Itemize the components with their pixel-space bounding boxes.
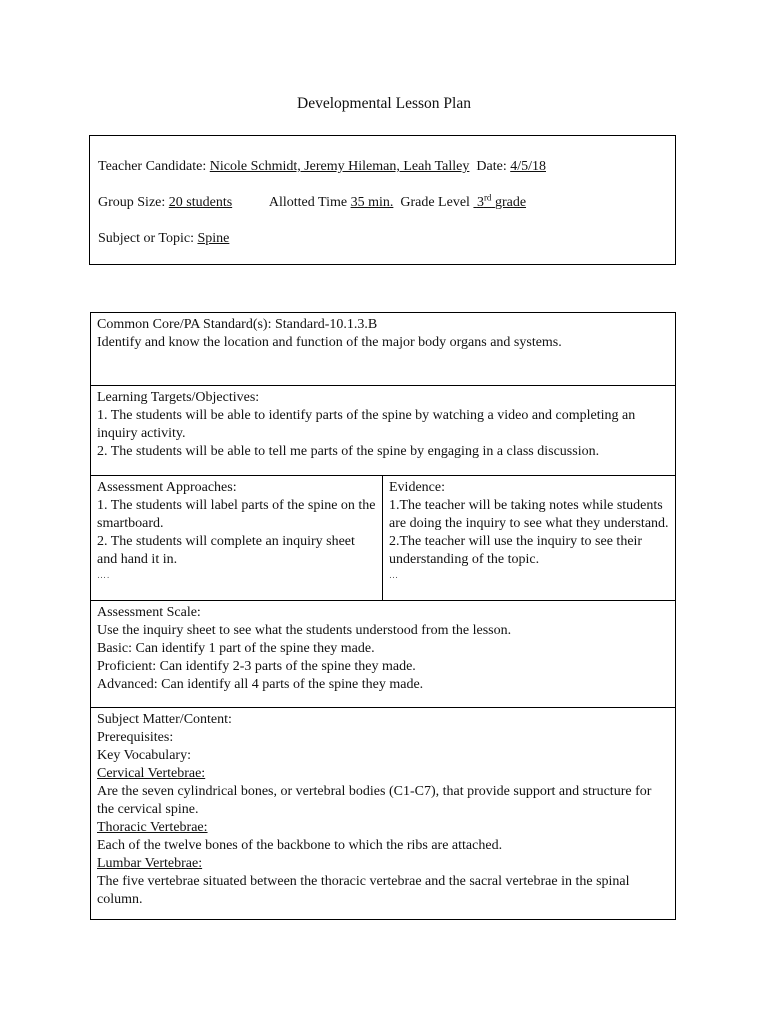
standards-cell	[91, 313, 675, 385]
scale-advanced: Advanced: Can identify all 4 parts of the spine they made.	[97, 677, 424, 692]
scale-cell	[91, 601, 675, 707]
thoracic-term: Thoracic Vertebrae:	[97, 820, 208, 835]
teacher-value: Nicole Schmidt, Jeremy Hileman, Leah Talley	[209, 159, 470, 174]
scale-proficient: Proficient: Can identify 2-3 parts of the spine they made.	[97, 659, 416, 674]
subject-line	[98, 230, 229, 248]
lumbar-term: Lumbar Vertebrae:	[97, 856, 203, 871]
objective-item-1: 1. The students will be able to identify parts of the spine by watching a video and completing an inquiry activity.	[97, 408, 636, 441]
grade-label: Grade Level	[400, 195, 470, 210]
standards-heading: Common Core/PA Standard(s): Standard-10.1.3.B	[97, 317, 378, 332]
scale-basic: Basic: Can identify 1 part of the spine they made.	[97, 641, 375, 656]
cervical-term: Cervical Vertebrae:	[97, 766, 206, 781]
group-value: 20 students	[168, 195, 233, 210]
thoracic-definition: Each of the twelve bones of the backbone to which the ribs are attached.	[97, 838, 503, 853]
evidence-cell	[383, 476, 675, 600]
teacher-line	[98, 158, 546, 176]
document-title: Developmental Lesson Plan	[297, 95, 471, 112]
content-cell	[91, 708, 675, 919]
lesson-info-box	[89, 135, 676, 265]
grade-value	[473, 192, 527, 210]
scale-heading: Assessment Scale:	[97, 605, 201, 620]
objective-item-2: 2. The students will be able to tell me parts of the spine by engaging in a class discussion.	[97, 444, 600, 459]
assessment-approaches-cell	[91, 476, 383, 600]
evidence-item-1: 1.The teacher will be taking notes while students are doing the inquiry to see what they understand.	[389, 498, 669, 531]
grade-number: 3	[476, 195, 484, 210]
date-value: 4/5/18	[510, 159, 546, 174]
subject-value: Spine	[197, 231, 230, 246]
scale-intro: Use the inquiry sheet to see what the students understood from the lesson.	[97, 623, 512, 638]
prerequisites-label: Prerequisites:	[97, 730, 174, 745]
group-line	[98, 194, 526, 212]
standards-row	[91, 313, 675, 386]
assessment-item-1: 1. The students will label parts of the spine on the smartboard.	[97, 498, 376, 531]
assessment-ellipsis: ….	[97, 570, 111, 580]
objectives-cell	[91, 386, 675, 475]
assessment-heading: Assessment Approaches:	[97, 480, 237, 495]
lesson-plan-table	[90, 312, 676, 920]
date-label: Date:	[476, 159, 507, 174]
objectives-row	[91, 386, 675, 476]
standards-text: Identify and know the location and function of the major body organs and systems.	[97, 335, 562, 350]
cervical-definition: Are the seven cylindrical bones, or vertebral bodies (C1-C7), that provide support and structure for the cervical spine.	[97, 784, 652, 817]
evidence-heading: Evidence:	[389, 480, 445, 495]
evidence-item-2: 2.The teacher will use the inquiry to see their understanding of the topic.	[389, 534, 643, 567]
lumbar-definition: The five vertebrae situated between the thoracic vertebrae and the sacral vertebrae in the spinal column.	[97, 874, 630, 907]
vocabulary-label: Key Vocabulary:	[97, 748, 191, 763]
teacher-label: Teacher Candidate:	[98, 159, 207, 174]
evidence-ellipsis: …	[389, 570, 399, 580]
assessment-row	[91, 476, 675, 601]
grade-word: grade	[494, 195, 527, 210]
subject-label: Subject or Topic:	[98, 231, 194, 246]
scale-row	[91, 601, 675, 708]
assessment-item-2: 2. The students will complete an inquiry sheet and hand it in.	[97, 534, 355, 567]
grade-suffix: rd	[483, 192, 492, 203]
group-label: Group Size:	[98, 195, 166, 210]
time-label: Allotted Time	[268, 195, 348, 210]
objectives-heading: Learning Targets/Objectives:	[97, 390, 260, 405]
time-value: 35 min.	[350, 195, 394, 210]
content-row	[91, 708, 675, 919]
content-heading: Subject Matter/Content:	[97, 712, 232, 727]
